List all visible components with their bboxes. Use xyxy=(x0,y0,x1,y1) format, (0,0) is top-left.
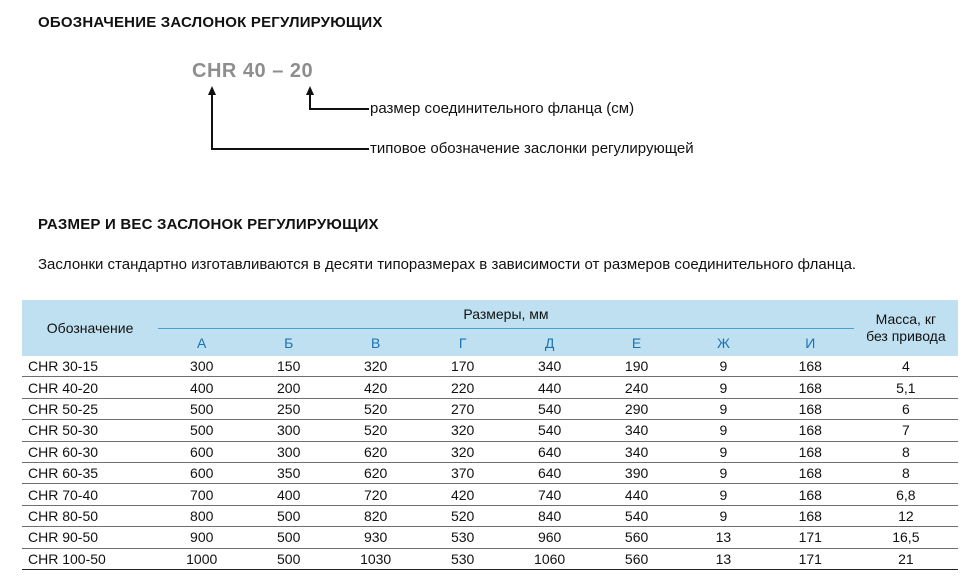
code-example: CHR 40 – 20 xyxy=(192,60,314,82)
cell-mass: 6,8 xyxy=(854,484,958,505)
cell-dimension: 340 xyxy=(593,420,680,441)
cell-dimension: 520 xyxy=(332,420,419,441)
cell-dimension: 270 xyxy=(419,398,506,419)
cell-dimension: 168 xyxy=(767,441,854,462)
cell-dimension: 700 xyxy=(158,484,245,505)
table-row xyxy=(22,462,958,483)
header-col-d: Д xyxy=(506,329,593,357)
dimensions-table xyxy=(22,300,958,570)
cell-mass: 16,5 xyxy=(854,527,958,548)
cell-dimension: 530 xyxy=(419,527,506,548)
table-row xyxy=(22,356,958,377)
cell-mass: 21 xyxy=(854,548,958,569)
header-mass xyxy=(854,300,958,356)
cell-dimension: 168 xyxy=(767,377,854,398)
cell-dimension: 168 xyxy=(767,484,854,505)
cell-dimension: 1000 xyxy=(158,548,245,569)
cell-dimension: 1030 xyxy=(332,548,419,569)
cell-dimension: 13 xyxy=(680,527,767,548)
cell-dimension: 320 xyxy=(419,441,506,462)
arrow-flange-horizontal xyxy=(309,108,369,110)
cell-dimension: 500 xyxy=(245,527,332,548)
cell-designation: CHR 50-30 xyxy=(22,420,158,441)
cell-dimension: 340 xyxy=(506,356,593,377)
cell-mass: 8 xyxy=(854,462,958,483)
header-col-i: И xyxy=(767,329,854,357)
cell-dimension: 440 xyxy=(593,484,680,505)
cell-mass: 6 xyxy=(854,398,958,419)
cell-dimension: 500 xyxy=(245,505,332,526)
cell-dimension: 170 xyxy=(419,356,506,377)
table-row xyxy=(22,377,958,398)
cell-dimension: 620 xyxy=(332,462,419,483)
table-row xyxy=(22,441,958,462)
cell-dimension: 300 xyxy=(158,356,245,377)
cell-dimension: 390 xyxy=(593,462,680,483)
cell-dimension: 200 xyxy=(245,377,332,398)
cell-dimension: 168 xyxy=(767,398,854,419)
cell-designation: CHR 100-50 xyxy=(22,548,158,569)
header-col-g: Г xyxy=(419,329,506,357)
header-designation: Обозначение xyxy=(22,300,158,356)
cell-dimension: 740 xyxy=(506,484,593,505)
header-col-v: В xyxy=(332,329,419,357)
cell-designation: CHR 70-40 xyxy=(22,484,158,505)
header-dimensions: Размеры, мм xyxy=(158,300,854,329)
cell-dimension: 9 xyxy=(680,356,767,377)
cell-designation: CHR 30-15 xyxy=(22,356,158,377)
header-col-b: Б xyxy=(245,329,332,357)
cell-designation: CHR 90-50 xyxy=(22,527,158,548)
annotation-flange: размер соединительного фланца (см) xyxy=(370,100,635,117)
cell-dimension: 300 xyxy=(245,441,332,462)
cell-dimension: 520 xyxy=(419,505,506,526)
cell-dimension: 340 xyxy=(593,441,680,462)
cell-designation: CHR 80-50 xyxy=(22,505,158,526)
cell-dimension: 620 xyxy=(332,441,419,462)
cell-dimension: 168 xyxy=(767,356,854,377)
cell-dimension: 540 xyxy=(506,398,593,419)
cell-dimension: 220 xyxy=(419,377,506,398)
cell-dimension: 9 xyxy=(680,420,767,441)
cell-dimension: 600 xyxy=(158,441,245,462)
cell-dimension: 300 xyxy=(245,420,332,441)
cell-dimension: 930 xyxy=(332,527,419,548)
header-mass-line1: Масса, кг xyxy=(875,311,937,327)
table-row xyxy=(22,505,958,526)
cell-dimension: 9 xyxy=(680,377,767,398)
heading-size: РАЗМЕР И ВЕС ЗАСЛОНОК РЕГУЛИРУЮЩИХ xyxy=(38,216,379,233)
cell-dimension: 190 xyxy=(593,356,680,377)
cell-dimension: 640 xyxy=(506,462,593,483)
table-row xyxy=(22,548,958,569)
cell-designation: CHR 60-30 xyxy=(22,441,158,462)
cell-mass: 12 xyxy=(854,505,958,526)
cell-dimension: 520 xyxy=(332,398,419,419)
cell-dimension: 540 xyxy=(593,505,680,526)
cell-dimension: 820 xyxy=(332,505,419,526)
cell-dimension: 150 xyxy=(245,356,332,377)
cell-dimension: 290 xyxy=(593,398,680,419)
cell-dimension: 540 xyxy=(506,420,593,441)
cell-dimension: 400 xyxy=(158,377,245,398)
cell-dimension: 168 xyxy=(767,505,854,526)
arrow-type-horizontal xyxy=(211,148,369,150)
cell-dimension: 9 xyxy=(680,484,767,505)
cell-dimension: 240 xyxy=(593,377,680,398)
cell-dimension: 960 xyxy=(506,527,593,548)
cell-dimension: 370 xyxy=(419,462,506,483)
cell-dimension: 840 xyxy=(506,505,593,526)
cell-dimension: 500 xyxy=(245,548,332,569)
cell-designation: CHR 40-20 xyxy=(22,377,158,398)
cell-dimension: 500 xyxy=(158,398,245,419)
cell-dimension: 171 xyxy=(767,527,854,548)
cell-dimension: 320 xyxy=(419,420,506,441)
cell-dimension: 560 xyxy=(593,527,680,548)
cell-dimension: 900 xyxy=(158,527,245,548)
arrow-type-vertical xyxy=(211,93,213,150)
cell-dimension: 640 xyxy=(506,441,593,462)
cell-dimension: 9 xyxy=(680,398,767,419)
cell-dimension: 171 xyxy=(767,548,854,569)
cell-mass: 8 xyxy=(854,441,958,462)
cell-dimension: 13 xyxy=(680,548,767,569)
heading-designation: ОБОЗНАЧЕНИЕ ЗАСЛОНОК РЕГУЛИРУЮЩИХ xyxy=(38,14,383,31)
cell-dimension: 9 xyxy=(680,505,767,526)
cell-mass: 4 xyxy=(854,356,958,377)
cell-dimension: 420 xyxy=(419,484,506,505)
cell-dimension: 168 xyxy=(767,420,854,441)
table-row xyxy=(22,484,958,505)
cell-dimension: 530 xyxy=(419,548,506,569)
description: Заслонки стандартно изготавливаются в десяти типоразмерах в зависимости от размеров соединительного фланца. xyxy=(38,256,857,273)
cell-dimension: 250 xyxy=(245,398,332,419)
cell-dimension: 350 xyxy=(245,462,332,483)
cell-dimension: 500 xyxy=(158,420,245,441)
cell-dimension: 400 xyxy=(245,484,332,505)
table-row xyxy=(22,398,958,419)
table-row xyxy=(22,527,958,548)
cell-dimension: 420 xyxy=(332,377,419,398)
cell-dimension: 1060 xyxy=(506,548,593,569)
cell-dimension: 9 xyxy=(680,441,767,462)
cell-dimension: 560 xyxy=(593,548,680,569)
cell-designation: CHR 60-35 xyxy=(22,462,158,483)
header-col-zh: Ж xyxy=(680,329,767,357)
header-col-a: А xyxy=(158,329,245,357)
cell-dimension: 9 xyxy=(680,462,767,483)
cell-dimension: 800 xyxy=(158,505,245,526)
cell-dimension: 720 xyxy=(332,484,419,505)
header-mass-line2: без привода xyxy=(866,328,946,344)
cell-dimension: 600 xyxy=(158,462,245,483)
annotation-type: типовое обозначение заслонки регулирующей xyxy=(370,140,694,157)
cell-mass: 5,1 xyxy=(854,377,958,398)
table-row xyxy=(22,420,958,441)
cell-dimension: 440 xyxy=(506,377,593,398)
cell-dimension: 320 xyxy=(332,356,419,377)
cell-dimension: 168 xyxy=(767,462,854,483)
cell-mass: 7 xyxy=(854,420,958,441)
header-col-e: Е xyxy=(593,329,680,357)
cell-designation: CHR 50-25 xyxy=(22,398,158,419)
